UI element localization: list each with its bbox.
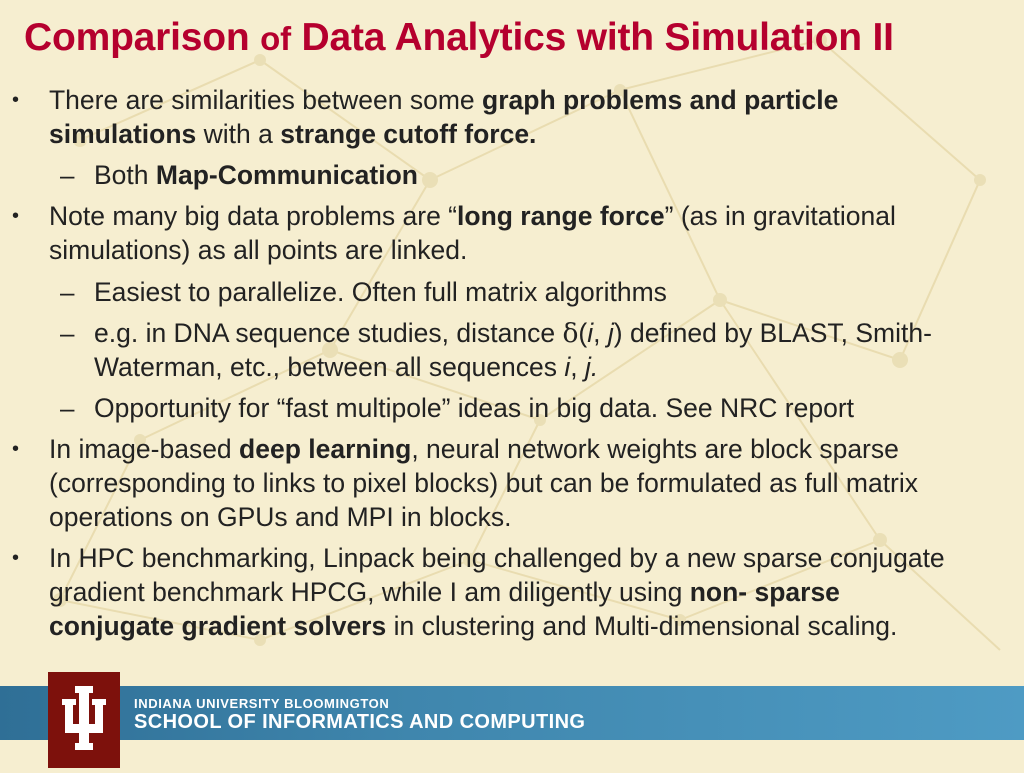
- bullet-marker: •: [12, 547, 20, 569]
- bullet-2-line-2: simulations) as all points are linked.: [49, 235, 468, 265]
- bold-text: simulations: [49, 119, 197, 149]
- text-span: ,: [570, 352, 585, 382]
- italic-text: j.: [585, 352, 599, 382]
- title-part-3: Data Analytics with Simulation II: [290, 16, 894, 59]
- bold-text: conjugate gradient solvers: [49, 611, 387, 641]
- bold-text: graph problems and particle: [482, 85, 839, 115]
- bold-text: long range force: [457, 201, 665, 231]
- italic-text: i: [587, 318, 594, 348]
- bullet-2-line-1: [49, 199, 896, 233]
- bullet-2-sub-2-line-1: [94, 316, 932, 351]
- text-span: ) defined by BLAST, Smith-: [613, 318, 932, 348]
- text-span: (: [578, 318, 588, 348]
- sub-bullet-marker: –: [60, 277, 75, 307]
- text-span: There are similarities between some: [49, 85, 483, 115]
- delta-symbol: δ: [562, 318, 579, 349]
- bullet-marker: •: [12, 205, 20, 227]
- bullet-3-line-2: (corresponding to links to pixel blocks) but can be formulated as full matrix: [49, 468, 919, 498]
- italic-text: j: [607, 318, 614, 348]
- university-name: INDIANA UNIVERSITY BLOOMINGTON: [134, 696, 390, 711]
- slide-title: [24, 16, 894, 60]
- bullet-1-line-1: [49, 83, 838, 117]
- bold-text: Map-Communication: [155, 160, 418, 190]
- bullet-1-sub-1: [94, 158, 418, 192]
- bullet-2-sub-1: Easiest to parallelize. Often full matrix algorithms: [94, 277, 667, 307]
- bullet-1-line-2: [49, 117, 536, 151]
- title-part-2: of: [260, 20, 291, 57]
- text-span: Note many big data problems are “: [49, 201, 458, 231]
- bullet-4-line-2: [49, 575, 840, 609]
- text-span: e.g. in DNA sequence studies, distance: [94, 318, 563, 348]
- text-span: ,: [593, 318, 608, 348]
- text-span: , neural network weights are block sparse: [411, 434, 899, 464]
- bold-text: strange cutoff force.: [280, 119, 537, 149]
- iu-logo: [48, 672, 120, 768]
- text-span: Both: [94, 160, 156, 190]
- italic-text: i: [564, 352, 571, 382]
- sub-bullet-marker: –: [60, 160, 75, 190]
- text-span: In image-based: [49, 434, 240, 464]
- bullet-3-line-3: operations on GPUs and MPI in blocks.: [49, 502, 512, 532]
- bold-text: non- sparse: [689, 577, 840, 607]
- bullet-marker: •: [12, 89, 20, 111]
- bold-text: deep learning: [239, 434, 412, 464]
- title-part-1: Comparison: [24, 16, 261, 59]
- text-span: with a: [196, 119, 281, 149]
- text-span: ” (as in gravitational: [664, 201, 896, 231]
- text-span: in clustering and Multi-dimensional scaling.: [386, 611, 898, 641]
- sub-bullet-marker: –: [60, 318, 75, 348]
- school-name: SCHOOL OF INFORMATICS AND COMPUTING: [134, 711, 586, 733]
- bullet-2-sub-2-line-2: [94, 350, 598, 384]
- iu-trident-icon: [48, 672, 120, 768]
- sub-bullet-marker: –: [60, 393, 75, 423]
- bullet-2-sub-3: Opportunity for “fast multipole” ideas in big data. See NRC report: [94, 393, 855, 423]
- bullet-marker: •: [12, 438, 20, 460]
- text-span: Waterman, etc., between all sequences: [94, 352, 565, 382]
- text-span: gradient benchmark HPCG, while I am diligently using: [49, 577, 690, 607]
- bullet-4-line-3: [49, 609, 897, 643]
- bullet-4-line-1: In HPC benchmarking, Linpack being challenged by a new sparse conjugate: [49, 543, 945, 573]
- bullet-3-line-1: [49, 432, 899, 466]
